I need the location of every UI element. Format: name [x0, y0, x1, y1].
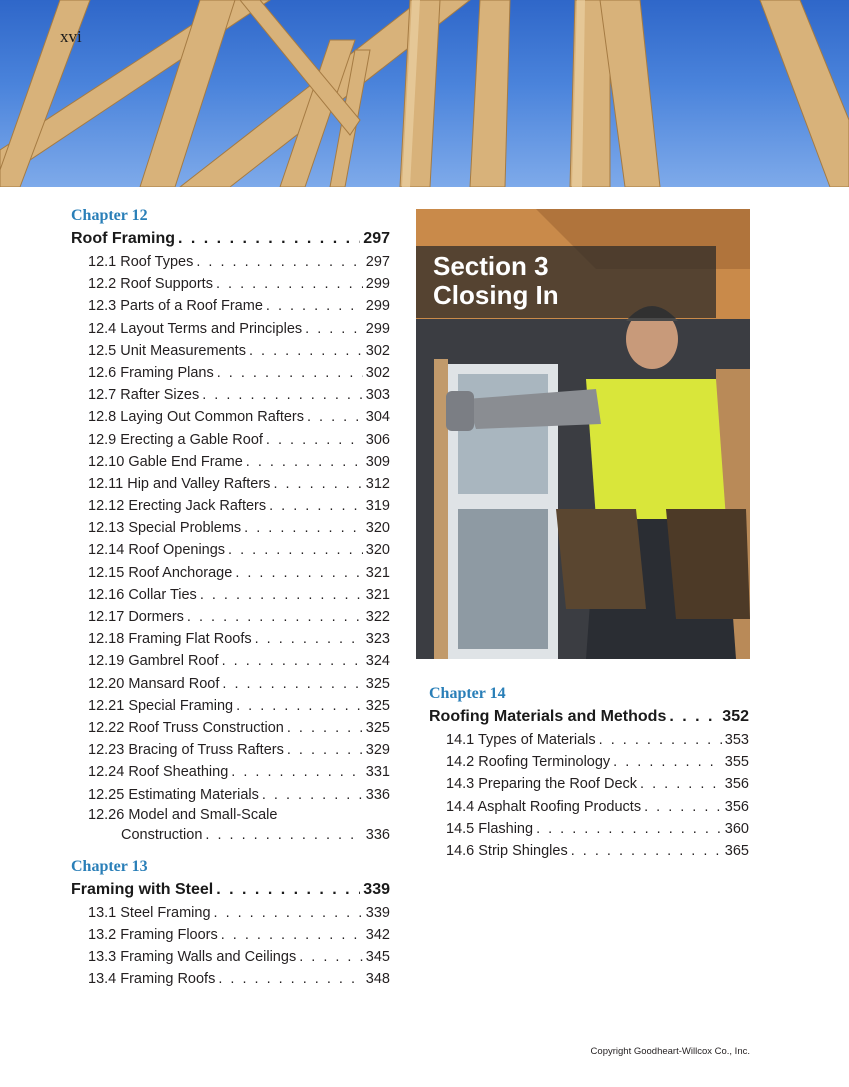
page-ref: 325 — [365, 719, 390, 736]
entry-title: 12.19 Gambrel Roof — [88, 653, 219, 670]
toc-entry[interactable] — [71, 902, 390, 924]
entry-title-line2: Construction — [121, 826, 203, 843]
page-ref: 304 — [365, 409, 390, 426]
entry-title: 12.21 Special Framing — [88, 697, 234, 714]
entry-title: 13.4 Framing Roofs — [88, 971, 216, 988]
page-ref: 325 — [365, 697, 390, 714]
page-ref: 353 — [724, 732, 749, 748]
toc-entry[interactable] — [71, 968, 390, 990]
dot-leader — [202, 384, 363, 406]
toc-entry[interactable] — [71, 273, 390, 295]
page-ref: 322 — [365, 609, 390, 625]
page-ref: 360 — [724, 820, 749, 837]
dot-leader — [273, 473, 362, 495]
page-number: xvi — [60, 27, 82, 46]
entry-title: 12.11 Hip and Valley Rafters — [88, 475, 271, 492]
entry-title: 12.18 Framing Flat Roofs — [88, 631, 252, 648]
page-ref: 302 — [365, 342, 390, 359]
page-ref: 309 — [365, 453, 390, 470]
toc-entry[interactable] — [71, 761, 390, 783]
toc-entry[interactable] — [71, 473, 390, 495]
toc-entry[interactable] — [71, 673, 390, 695]
entry-title: 12.20 Mansard Roof — [88, 675, 220, 692]
dot-leader — [217, 362, 363, 384]
entry-title: 12.6 Framing Plans — [88, 364, 214, 381]
page-ref: 355 — [724, 754, 749, 771]
entry-title: 12.4 Layout Terms and Principles — [88, 320, 303, 337]
dot-leader — [231, 761, 363, 783]
dot-leader — [571, 840, 722, 862]
toc-entry[interactable] — [71, 251, 390, 273]
toc-entry[interactable] — [429, 818, 749, 840]
page-ref: 348 — [365, 971, 390, 988]
entry-title: 12.8 Laying Out Common Rafters — [88, 409, 304, 426]
dot-leader — [613, 751, 722, 773]
toc-entry[interactable] — [71, 406, 390, 428]
dot-leader — [249, 340, 363, 362]
chapter-12-label: Chapter 12 — [71, 207, 148, 224]
dot-leader — [266, 295, 363, 317]
page-ref: 356 — [724, 776, 749, 793]
page-ref: 303 — [365, 387, 390, 404]
page-ref: 352 — [722, 708, 749, 725]
page-ref: 321 — [365, 564, 390, 581]
dot-leader — [669, 705, 719, 729]
dot-leader — [287, 739, 363, 761]
dot-leader — [307, 406, 363, 428]
entry-title: 13.1 Steel Framing — [88, 904, 211, 921]
dot-leader — [299, 946, 363, 968]
chapter-13-label: Chapter 13 — [71, 857, 148, 875]
entry-title-line2-row — [88, 824, 390, 846]
entry-title: 12.13 Special Problems — [88, 520, 242, 537]
chapter-14-title-row[interactable] — [429, 705, 749, 729]
entry-title: 14.6 Strip Shingles — [446, 842, 568, 859]
toc-entry[interactable] — [71, 429, 390, 451]
dot-leader — [214, 902, 363, 924]
page-ref: 297 — [365, 254, 390, 270]
page-ref: 339 — [363, 880, 390, 898]
dot-leader — [536, 818, 722, 840]
entry-title: 12.16 Collar Ties — [88, 586, 197, 603]
page-ref: 339 — [365, 904, 390, 921]
chapter-14-label: Chapter 14 — [429, 685, 506, 702]
chapter-title: Roof Framing — [71, 230, 175, 247]
entry-title: 12.1 Roof Types — [88, 254, 194, 270]
entry-title: 12.9 Erecting a Gable Roof — [88, 431, 263, 448]
chapter-title: Roofing Materials and Methods — [429, 708, 667, 725]
page-ref: 299 — [365, 320, 390, 337]
toc-entry[interactable] — [71, 340, 390, 362]
dot-leader — [196, 251, 362, 273]
toc-entry[interactable] — [71, 806, 390, 846]
entry-title: 12.23 Bracing of Truss Rafters — [88, 742, 284, 759]
chapter-12-title-row[interactable] — [71, 227, 390, 251]
dot-leader — [255, 628, 363, 650]
toc-entry[interactable] — [429, 729, 749, 751]
entry-title: 12.2 Roof Supports — [88, 276, 213, 293]
entry-title: 12.14 Roof Openings — [88, 542, 226, 559]
toc-entry[interactable] — [71, 295, 390, 317]
entry-title: 12.7 Rafter Sizes — [88, 387, 200, 404]
entry-title: 12.24 Roof Sheathing — [88, 764, 229, 781]
toc-entry[interactable] — [71, 924, 390, 946]
toc-entry[interactable] — [71, 717, 390, 739]
entry-title: 12.15 Roof Anchorage — [88, 564, 233, 581]
page-ref: 306 — [365, 431, 390, 448]
toc-entry[interactable] — [71, 584, 390, 606]
toc-entry[interactable] — [71, 318, 390, 340]
section-title — [433, 252, 559, 310]
dot-leader — [269, 495, 363, 517]
dot-leader — [640, 773, 722, 795]
entry-title: 14.4 Asphalt Roofing Products — [446, 798, 642, 815]
toc-entry[interactable] — [429, 840, 749, 862]
dot-leader — [244, 517, 363, 539]
dot-leader — [187, 606, 363, 628]
dot-leader — [266, 429, 363, 451]
entry-title: 12.25 Estimating Materials — [88, 786, 259, 803]
chapter-12-entries — [71, 251, 390, 806]
entry-title: 14.5 Flashing — [446, 820, 534, 837]
dot-leader — [235, 562, 362, 584]
toc-entry[interactable] — [429, 751, 749, 773]
page-ref: 331 — [365, 764, 390, 781]
page-ref: 299 — [365, 298, 390, 315]
page-ref: 321 — [365, 586, 390, 603]
toc-right-column — [429, 683, 749, 862]
page-ref: 297 — [363, 230, 390, 247]
entry-title: 12.12 Erecting Jack Rafters — [88, 498, 267, 515]
entry-title: 12.22 Roof Truss Construction — [88, 719, 284, 736]
dot-leader — [222, 673, 362, 695]
toc-entry[interactable] — [71, 517, 390, 539]
toc-entry[interactable] — [71, 628, 390, 650]
dot-leader — [287, 717, 363, 739]
toc-left-column — [71, 205, 390, 990]
toc-entry[interactable] — [71, 650, 390, 672]
chapter-13-entries — [71, 902, 390, 991]
entry-title: 12.10 Gable End Frame — [88, 453, 243, 470]
page-ref: 323 — [365, 631, 390, 648]
dot-leader — [205, 824, 362, 846]
section-title-line2: Closing In — [433, 280, 559, 310]
dot-leader — [200, 584, 363, 606]
page-ref: 324 — [365, 653, 390, 670]
page-ref: 325 — [365, 675, 390, 692]
entry-title: 13.2 Framing Floors — [88, 926, 218, 943]
toc-entry[interactable] — [71, 784, 390, 806]
entry-title: 12.3 Parts of a Roof Frame — [88, 298, 263, 315]
entry-title: 13.3 Framing Walls and Ceilings — [88, 949, 297, 966]
header-photo — [0, 0, 849, 187]
entry-title: 12.17 Dormers — [88, 609, 184, 625]
toc-entry[interactable] — [71, 946, 390, 968]
toc-entry[interactable] — [71, 495, 390, 517]
toc-entry[interactable] — [71, 539, 390, 561]
chapter-14-entries — [429, 729, 749, 862]
toc-entry[interactable] — [429, 796, 749, 818]
toc-entry[interactable] — [71, 695, 390, 717]
chapter-13-title-row[interactable] — [71, 878, 390, 902]
entry-title: 14.1 Types of Materials — [446, 732, 596, 748]
toc-entry[interactable] — [429, 773, 749, 795]
dot-leader — [228, 539, 363, 561]
section-title-line1: Section 3 — [433, 251, 549, 281]
roof-framing-illustration — [0, 0, 849, 187]
entry-title: 12.5 Unit Measurements — [88, 342, 246, 359]
page-ref: 329 — [365, 742, 390, 759]
page-ref: 336 — [365, 826, 390, 843]
toc-entry[interactable] — [71, 562, 390, 584]
page-ref: 302 — [365, 364, 390, 381]
section-photo — [416, 209, 750, 659]
dot-leader — [262, 784, 363, 806]
dot-leader — [218, 968, 362, 990]
chapter-title: Framing with Steel — [71, 880, 214, 898]
dot-leader — [644, 796, 722, 818]
page-ref: 320 — [365, 542, 390, 559]
page-ref: 319 — [365, 498, 390, 515]
entry-title: 14.2 Roofing Terminology — [446, 754, 611, 771]
page-ref: 356 — [724, 798, 749, 815]
page-ref: 320 — [365, 520, 390, 537]
dot-leader — [216, 273, 363, 295]
entry-title-line1: 12.26 Model and Small-Scale — [88, 806, 278, 823]
dot-leader — [178, 227, 360, 251]
page-ref: 365 — [724, 842, 749, 859]
copyright-notice: Copyright Goodheart-Willcox Co., Inc. — [590, 1046, 750, 1057]
dot-leader — [305, 318, 363, 340]
dot-leader — [221, 924, 363, 946]
page-ref: 312 — [365, 475, 390, 492]
dot-leader — [236, 695, 363, 717]
toc-entry[interactable] — [71, 451, 390, 473]
section-banner — [416, 246, 716, 318]
page-ref: 299 — [365, 276, 390, 293]
dot-leader — [599, 729, 722, 751]
page-ref: 342 — [365, 926, 390, 943]
dot-leader — [222, 650, 363, 672]
dot-leader — [246, 451, 363, 473]
toc-entry[interactable] — [71, 362, 390, 384]
page-ref: 336 — [365, 786, 390, 803]
toc-entry[interactable] — [71, 739, 390, 761]
toc-entry[interactable] — [71, 384, 390, 406]
entry-title: 14.3 Preparing the Roof Deck — [446, 776, 638, 793]
page-ref: 345 — [365, 949, 390, 966]
toc-entry[interactable] — [71, 606, 390, 628]
dot-leader — [216, 878, 360, 902]
